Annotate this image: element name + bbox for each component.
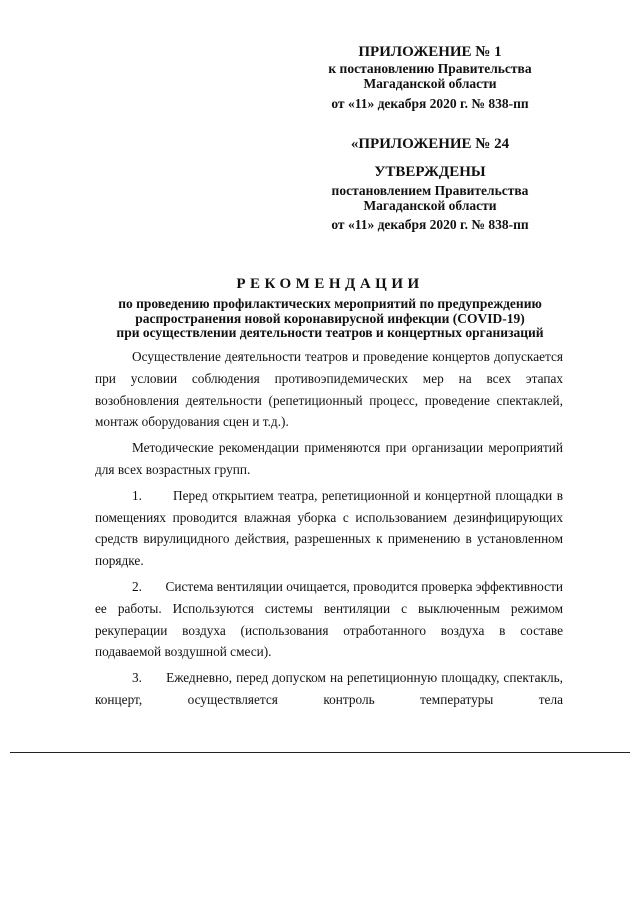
appendix-24-block: [300, 135, 560, 232]
appendix-24-title: «ПРИЛОЖЕНИЕ № 24: [350, 136, 510, 152]
recommendations-heading: [80, 275, 580, 341]
document-body: [95, 346, 563, 715]
recommendations-title: РЕКОМЕНДАЦИИ: [236, 276, 424, 292]
appendix-24-line-1: постановлением Правительства: [331, 183, 529, 198]
recommendations-subtitle-1: по проведению профилактических мероприятий по предупреждению: [118, 296, 542, 311]
appendix-24-line-2: Магаданской области: [363, 198, 497, 213]
appendix-1-title: ПРИЛОЖЕНИЕ № 1: [358, 44, 502, 60]
appendix-1-line-3: от «11» декабря 2020 г. № 838-пп: [331, 96, 529, 111]
paragraph-item-1: 1. Перед открытием театра, репетиционной и концертной площадки в помещениях проводится влажная уборка с использованием дезинфицирующих средств вирулицидного действия, разрешенных к применению в установленном порядке.: [95, 487, 563, 569]
appendix-1-line-1: к постановлению Правительства: [328, 61, 532, 76]
appendix-24-line-3: от «11» декабря 2020 г. № 838-пп: [331, 217, 529, 232]
recommendations-subtitle-3: при осуществлении деятельности театров и концертных организаций: [116, 325, 544, 340]
paragraph-item-3: 3. Ежедневно, перед допуском на репетиционную площадку, спектакль, концерт, осуществляется контроль температуры тела: [95, 670, 563, 707]
recommendations-subtitle-2: распространения новой коронавирусной инфекции (COVID-19): [135, 310, 525, 326]
paragraph-intro: Осуществление деятельности театров и проведение концертов допускается при условии соблюдения противоэпидемических мер на всех этапах возобновления деятельности (репетиционный процесс, проведение спектаклей, монтаж оборудования сцен и т.д.).: [95, 349, 563, 430]
appendix-1-line-2: Магаданской области: [363, 76, 497, 91]
paragraph-methodical: Методические рекомендации применяются при организации мероприятий для всех возрастных групп.: [95, 440, 563, 477]
appendix-1-block: [300, 43, 560, 111]
page-divider-line: [10, 752, 630, 753]
paragraph-item-2: 2. Система вентиляции очищается, проводится проверка эффективности ее работы. Используются системы вентиляции с выключенным режимом рекуперации воздуха (использования отработанного воздуха в составе подаваемой воздушной смеси).: [95, 578, 563, 660]
approved-heading: УТВЕРЖДЕНЫ: [374, 164, 486, 180]
